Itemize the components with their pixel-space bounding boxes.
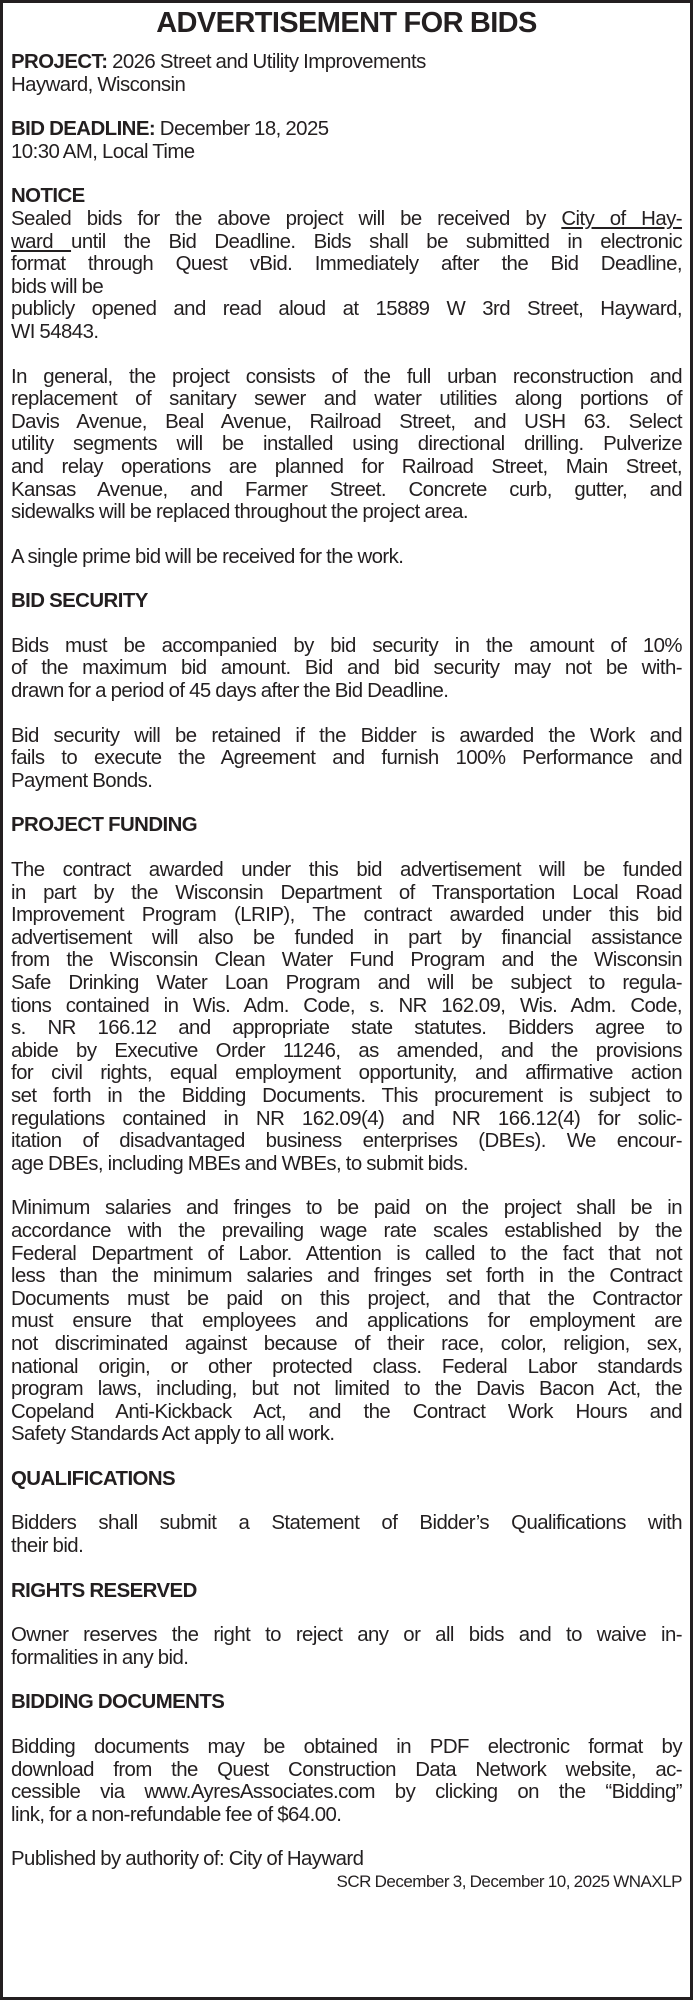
qualifications-heading: QUALIFICATIONS xyxy=(11,1467,176,1490)
general-scope xyxy=(11,366,682,524)
project-name: 2026 Street and Utility Improvements xyxy=(112,51,426,73)
bidding-docs-line: cessible via www.AyresAssociates.com by clicking on the “Bidding” xyxy=(11,1781,682,1804)
notice-text: Sealed bids for the above project will be received by xyxy=(11,207,562,230)
scope-line: and relay operations are planned for Railroad Street, Main Street, xyxy=(11,455,682,478)
notice-line: format through Quest vBid. Immediately after the Bid Deadline, xyxy=(11,253,682,276)
bid-security-line: drawn for a period of 45 days after the Bid Deadline. xyxy=(11,680,449,703)
funding-line: Safe Drinking Water Loan Program and will be subject to regula- xyxy=(11,972,682,994)
notice-line xyxy=(11,208,682,231)
single-prime-bid: A single prime bid will be received for the work. xyxy=(11,545,404,568)
wage-line: Safety Standards Act apply to all work. xyxy=(11,1423,335,1446)
bid-security-para-1 xyxy=(11,635,682,703)
project-location: Hayward, Wisconsin xyxy=(11,73,186,96)
page-title: ADVERTISEMENT FOR BIDS xyxy=(156,7,537,39)
scope-line: Davis Avenue, Beal Avenue, Railroad Street, and USH 63. Select xyxy=(11,410,682,433)
rights-reserved-text xyxy=(11,1624,682,1669)
wage-line: less than the minimum salaries and fringes set forth in the Contract xyxy=(11,1265,682,1288)
bid-deadline-label: BID DEADLINE: xyxy=(11,118,156,141)
city-of-hayward-link[interactable]: City of Hay- xyxy=(561,207,683,230)
notice-line xyxy=(11,231,682,254)
rights-line: Owner reserves the right to reject any or all bids and to waive in- xyxy=(11,1624,682,1647)
project-funding-para-1 xyxy=(11,859,682,1175)
project-funding-heading: PROJECT FUNDING xyxy=(11,814,198,837)
funding-line: advertisement will also be funded in part by financial assistance xyxy=(11,926,682,949)
funding-line: The contract awarded under this bid advertisement will be funded xyxy=(11,859,682,882)
funding-line: Improvement Program (LRIP), The contract awarded under this bid xyxy=(11,904,682,927)
wage-line: not discriminated against because of their race, color, religion, sex, xyxy=(11,1332,682,1355)
project-label: PROJECT: xyxy=(11,51,108,73)
funding-line: in part by the Wisconsin Department of Transportation Local Road xyxy=(11,881,682,904)
project-funding-para-2 xyxy=(11,1197,682,1446)
bid-security-para-2 xyxy=(11,725,682,793)
city-of-hayward-link-cont[interactable]: ward xyxy=(11,230,72,253)
bid-deadline xyxy=(11,118,682,163)
funding-line: set forth in the Bidding Documents. This procurement is subject to xyxy=(11,1084,682,1107)
bid-deadline-date: December 18, 2025 xyxy=(159,118,329,141)
scope-line: sidewalks will be replaced throughout the project area. xyxy=(11,501,469,524)
notice-line: WI 54843. xyxy=(11,320,99,343)
bid-security-line: Bid security will be retained if the Bidder is awarded the Work and xyxy=(11,724,682,747)
rights-line: formalities in any bid. xyxy=(11,1646,189,1669)
funding-line: age DBEs, including MBEs and WBEs, to submit bids. xyxy=(11,1152,468,1175)
notice-text: until the Bid Deadline. Bids shall be submitted in electronic xyxy=(71,230,682,253)
wage-line: program laws, including, but not limited to the Davis Bacon Act, the xyxy=(11,1378,682,1401)
bid-security-line: Bids must be accompanied by bid security in the amount of 10% xyxy=(11,634,682,657)
qualifications-line: their bid. xyxy=(11,1535,84,1558)
wage-line: national origin, or other protected class. Federal Labor standards xyxy=(11,1355,682,1378)
bidding-docs-line: link, for a non-refundable fee of $64.00. xyxy=(11,1803,342,1826)
bidding-documents-text xyxy=(11,1736,682,1826)
notice-heading: NOTICE xyxy=(11,185,85,208)
wage-line: Documents must be paid on this project, and that the Contractor xyxy=(11,1287,682,1310)
bid-security-heading: BID SECURITY xyxy=(11,590,148,613)
wage-line: Federal Department of Labor. Attention is called to the fact that not xyxy=(11,1242,682,1265)
qualifications-line: Bidders shall submit a Statement of Bidder’s Qualifications with xyxy=(11,1512,682,1535)
bid-deadline-time: 10:30 AM, Local Time xyxy=(11,140,195,163)
scope-line: Kansas Avenue, and Farmer Street. Concrete curb, gutter, and xyxy=(11,478,682,501)
rights-reserved-heading: RIGHTS RESERVED xyxy=(11,1579,197,1602)
scope-line: utility segments will be installed using directional drilling. Pulverize xyxy=(11,433,682,456)
bid-security-line: fails to execute the Agreement and furnish 100% Performance and xyxy=(11,747,682,770)
qualifications-text xyxy=(11,1512,682,1557)
bid-security-line: Payment Bonds. xyxy=(11,769,153,792)
project-info xyxy=(11,51,682,96)
funding-line: for civil rights, equal employment opportunity, and affirmative action xyxy=(11,1062,682,1085)
published-by: Published by authority of: City of Hayward xyxy=(11,1848,364,1871)
funding-line: from the Wisconsin Clean Water Fund Program and the Wisconsin xyxy=(11,949,682,972)
wage-line: Copeland Anti-Kickback Act, and the Contract Work Hours and xyxy=(11,1400,682,1423)
bid-security-line: of the maximum bid amount. Bid and bid security may not be with- xyxy=(11,657,682,680)
funding-line: s. NR 166.12 and appropriate state statutes. Bidders agree to xyxy=(11,1017,682,1040)
funding-line: abide by Executive Order 11246, as amended, and the provisions xyxy=(11,1039,682,1062)
scope-line: In general, the project consists of the full urban reconstruction and xyxy=(11,365,682,388)
wage-line: Minimum salaries and fringes to be paid on the project shall be in xyxy=(11,1197,682,1220)
bidding-docs-line: download from the Quest Construction Data Network website, ac- xyxy=(11,1758,682,1781)
notice-line: publicly opened and read aloud at 15889 W 3rd Street, Hayward, xyxy=(11,298,682,321)
bidding-docs-line: Bidding documents may be obtained in PDF electronic format by xyxy=(11,1736,682,1759)
wage-line: accordance with the prevailing wage rate scales established by the xyxy=(11,1219,682,1242)
wage-line: must ensure that employees and applications for employment are xyxy=(11,1310,682,1333)
notice-line: bids will be xyxy=(11,275,104,298)
bidding-documents-heading: BIDDING DOCUMENTS xyxy=(11,1691,225,1714)
funding-line: itation of disadvantaged business enterprises (DBEs). We encour- xyxy=(11,1130,682,1153)
notice-section xyxy=(11,185,682,343)
scope-line: replacement of sanitary sewer and water utilities along portions of xyxy=(11,388,682,411)
funding-line: regulations contained in NR 162.09(4) and NR 166.12(4) for solic- xyxy=(11,1107,682,1130)
publication-run-dates: SCR December 3, December 10, 2025 WNAXLP xyxy=(336,1872,682,1891)
funding-line: tions contained in Wis. Adm. Code, s. NR 162.09, Wis. Adm. Code, xyxy=(11,994,682,1017)
